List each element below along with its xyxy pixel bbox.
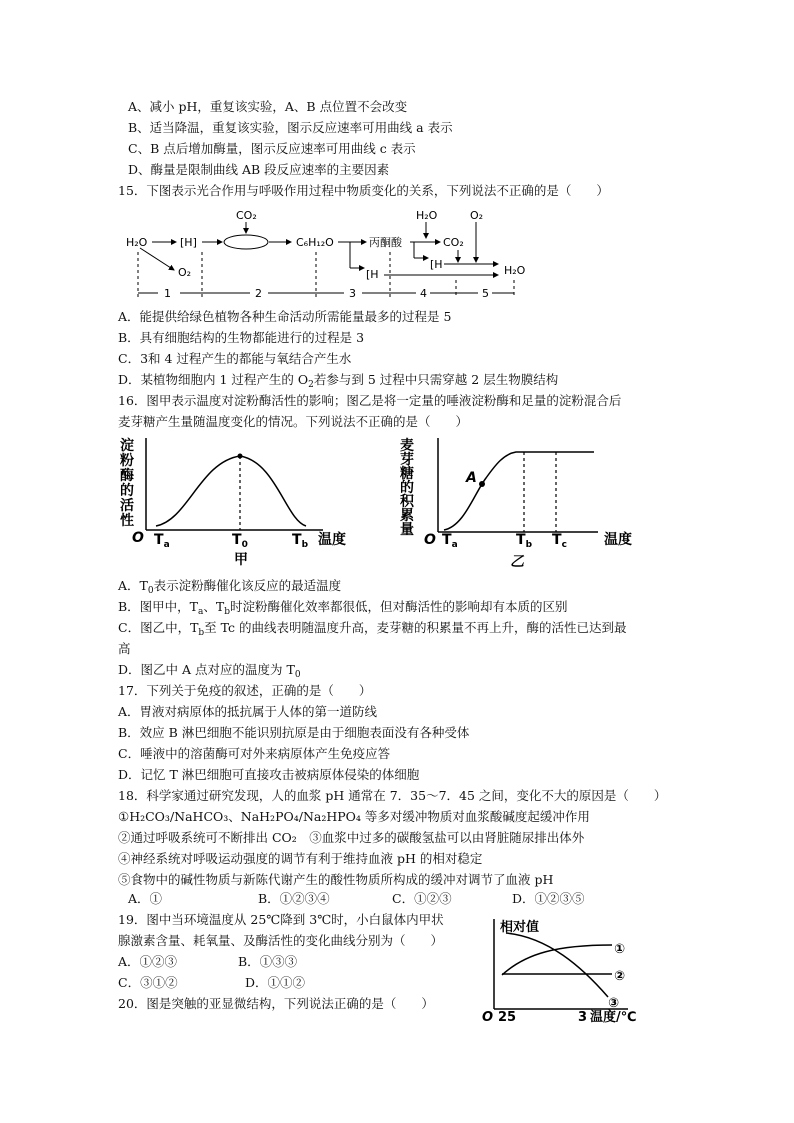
svg-text:粉: 粉: [120, 453, 134, 469]
q15-label-h-b: [H: [430, 258, 443, 271]
q15-label-h: [H]: [180, 236, 197, 249]
q15-stem: 15．下图表示光合作用与呼吸作用过程中物质变化的关系，下列说法不正确的是（ ）: [118, 183, 609, 198]
svg-text:的: 的: [400, 480, 414, 496]
q14-option-a: A、减小 pH，重复该实验，A、B 点位置不会改变: [128, 99, 408, 114]
q19-xlabel: 温度/℃: [590, 1010, 637, 1025]
q16-yi-tick-ta: $T_a$: [442, 532, 458, 550]
q18-option-c: C．①②③: [392, 891, 452, 906]
q15-label-h2o-top: H₂O: [416, 209, 438, 222]
q16-jia-xlabel: 温度: [318, 532, 346, 548]
q16-option-c: C．图乙中，$T_b$至 Tc 的曲线表明随温度升高，麦芽糖的积累量不再上升，酶的活性已达到最: [118, 620, 627, 638]
svg-text:累: 累: [400, 508, 414, 524]
q18-option-b: B．①②③④: [258, 891, 330, 906]
svg-text:性: 性: [120, 513, 134, 529]
q16-yi-point-label: A: [466, 470, 477, 486]
q16-option-c-cont: 高: [118, 641, 131, 656]
svg-text:糖: 糖: [400, 466, 414, 482]
q19-origin: O: [482, 1010, 494, 1025]
q15-stage-5: 5: [482, 287, 489, 300]
q16-jia-ylabel: [119, 437, 134, 529]
q15-label-glucose: C₆H₁₂O: [296, 236, 334, 249]
q18-item-2-3: ②通过呼吸系统可不断排出 CO₂ ③血浆中过多的碳酸氢盐可以由肾脏随尿排出体外: [118, 830, 585, 845]
q14-option-b: B、适当降温，重复该实验，图示反应速率可用曲线 a 表示: [128, 120, 453, 135]
q19-tick-25: 25: [498, 1010, 517, 1025]
q15-label-h2o-out: H₂O: [504, 264, 526, 277]
q18-item-4: ④神经系统对呼吸运动强度的调节有利于维持血液 pH 的相对稳定: [118, 851, 483, 866]
q17-option-c: C．唾液中的溶菌酶可对外来病原体产生免疫应答: [118, 746, 391, 761]
q16-chart-yi: [398, 434, 660, 572]
q16-jia-name: 甲: [234, 552, 248, 568]
q16-yi-point-a: [479, 481, 485, 487]
q18-option-a: A．①: [128, 891, 163, 906]
q19-curve-1-label: ①: [614, 942, 626, 957]
q15-option-d: D．某植物细胞内 1 过程产生的 $O_2$若参与到 5 过程中只需穿越 2 层生物膜结构: [118, 372, 559, 390]
q15-label-pyruvate: 丙酮酸: [369, 236, 402, 249]
q16-stem-line1: 16．图甲表示温度对淀粉酶活性的影响；图乙是将一定量的唾液淀粉酶和足量的淀粉混合后: [118, 393, 622, 408]
q19-option-c: C．③①②: [118, 975, 178, 990]
q16-option-b: B．图甲中，$T_a$、$T_b$时淀粉酶催化效率都很低，但对酶活性的影响却有本质的区别: [118, 599, 568, 617]
q17-stem: 17．下列关于免疫的叙述，正确的是（ ）: [118, 683, 372, 698]
svg-text:量: 量: [400, 522, 414, 538]
q18-option-d: D．①②③⑤: [512, 891, 585, 906]
q16-yi-origin: O: [424, 532, 436, 548]
svg-text:酶: 酶: [120, 468, 134, 484]
q16-yi-xlabel: 温度: [604, 532, 632, 548]
q19-tick-3: 3: [578, 1010, 588, 1025]
q16-yi-name: 乙: [510, 554, 524, 570]
q19-curve-3-label: ③: [608, 996, 620, 1011]
q19-option-d: D．①①②: [245, 975, 306, 990]
q16-stem-line2: 麦芽糖产生量随温度变化的情况。下列说法不正确的是（ ）: [118, 414, 469, 429]
q16-jia-tick-t0: $T_0$: [232, 532, 248, 550]
q19-curve-3: [506, 933, 608, 997]
q18-item-5: ⑤食物中的碱性物质与新陈代谢产生的酸性物质所构成的缓冲对调节了血液 pH: [118, 872, 554, 887]
q16-jia-tick-ta: $T_a$: [154, 532, 170, 550]
q15-option-c: C．3和 4 过程产生的都能与氧结合产生水: [118, 351, 352, 366]
svg-text:淀: 淀: [120, 438, 134, 454]
q18-item-1: ①H₂CO₃/NaHCO₃、NaH₂PO₄/Na₂HPO₄ 等多对缓冲物质对血浆酸碱度起缓冲作用: [118, 809, 590, 824]
q16-jia-origin: O: [132, 530, 144, 546]
q17-option-d: D．记忆 T 淋巴细胞可直接攻击被病原体侵染的体细胞: [118, 767, 420, 782]
q16-option-a: A．$T_0$表示淀粉酶催化该反应的最适温度: [118, 578, 342, 596]
q15-label-o2-top: O₂: [470, 209, 484, 222]
q15-stage-1: 1: [164, 287, 171, 300]
q19-stem-line2: 腺激素含量、耗氧量、及酶活性的变化曲线分别为（ ）: [118, 933, 444, 948]
q19-stem-line1: 19．图中当环境温度从 25℃降到 3℃时，小白鼠体内甲状: [118, 912, 444, 927]
svg-text:芽: 芽: [400, 452, 414, 468]
q16-yi-tick-tb: $T_b$: [516, 532, 533, 550]
q19-ylabel: 相对值: [500, 920, 540, 935]
q16-yi-ylabel: [400, 437, 415, 538]
q15-stage-2: 2: [255, 287, 262, 300]
q16-yi-tick-tc: $T_c$: [552, 532, 567, 550]
q19-option-b: B．①③③: [238, 954, 298, 969]
q15-option-b: B．具有细胞结构的生物都能进行的过程是 3: [118, 330, 365, 345]
q15-process-diagram: [118, 200, 538, 306]
q15-option-a: A．能提供给绿色植物各种生命活动所需能量最多的过程是 5: [118, 309, 452, 324]
q14-option-d: D、酶量是限制曲线 AB 段反应速率的主要因素: [128, 162, 390, 177]
q15-label-o2: O₂: [178, 266, 192, 279]
q16-yi-curve: [444, 452, 594, 530]
q15-label-co2-out: CO₂: [443, 236, 464, 249]
svg-text:的: 的: [120, 483, 134, 499]
q18-stem: 18．科学家通过研究发现，人的血浆 pH 通常在 7．35～7．45 之间，变化不大的原因是（ ）: [118, 788, 667, 803]
q15-stage-4: 4: [420, 287, 427, 300]
q17-option-b: B．效应 B 淋巴细胞不能识别抗原是由于细胞表面没有各种受体: [118, 725, 470, 740]
q16-jia-tick-tb: $T_b$: [292, 532, 309, 550]
q15-label-h2o: H₂O: [126, 236, 148, 249]
q16-jia-curve: [156, 456, 306, 526]
svg-text:活: 活: [120, 498, 134, 514]
q19-curve-2-label: ②: [614, 969, 626, 984]
q14-option-c: C、B 点后增加酶量，图示反应速率可用曲线 c 表示: [128, 141, 416, 156]
q15-stage-3: 3: [349, 287, 356, 300]
q17-option-a: A．胃液对病原体的抵抗属于人体的第一道防线: [118, 704, 378, 719]
q15-label-co2: CO₂: [236, 209, 257, 222]
q16-jia-peak-point: [238, 454, 243, 459]
q15-label-h-a: [H: [366, 268, 379, 281]
q19-chart: [478, 915, 658, 1025]
q16-option-d: D．图乙中 A 点对应的温度为 $T_0$: [118, 662, 301, 680]
q20-stem: 20．图是突触的亚显微结构，下列说法正确的是（ ）: [118, 996, 434, 1011]
q19-curve-1: [502, 945, 612, 975]
svg-text:积: 积: [400, 494, 414, 510]
q19-option-a: A．①②③: [118, 954, 178, 969]
svg-text:麦: 麦: [400, 438, 414, 454]
q16-chart-jia: [118, 434, 368, 570]
